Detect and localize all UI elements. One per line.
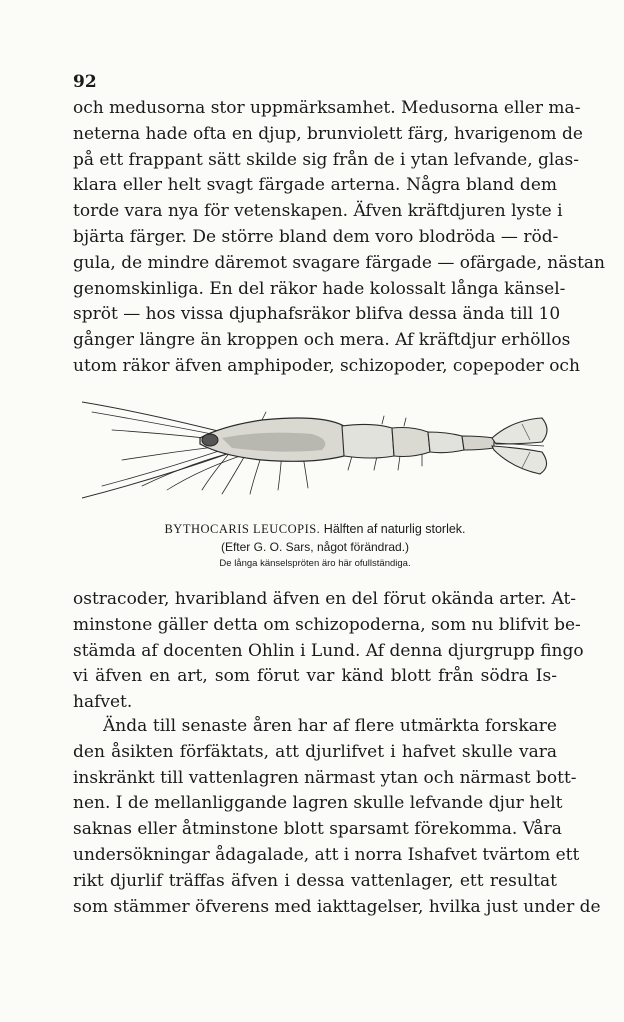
shrimp-illustration [82,390,552,508]
text-line: stämda af docenten Ohlin i Lund. Af denna djurgrupp fingo [73,640,584,661]
paragraph-1 [73,96,606,380]
caption-note: De långa känselspröten äro här ofullständiga. [219,558,411,569]
figure-caption [73,522,557,537]
page-number: 92 [73,72,97,92]
text-line: bjärta färger. De större bland dem voro blodröda — röd- [73,226,559,247]
text-line: saknas eller åtminstone blott sparsamt förekomma. Våra [73,819,562,840]
text-line: som stämmer öfverens med iakttagelser, hvilka just under de [73,896,601,917]
text-line: ostracoder, hvaribland äfven en del förut okända arter. At- [73,589,577,609]
caption-scale: Hälften af naturlig storlek. [323,522,466,536]
text-line: gånger längre än kroppen och mera. Af kräftdjur erhöllos [73,330,571,351]
text-line: nen. I de mellanliggande lagren skulle lefvande djur helt [73,793,563,814]
text-line: och medusorna stor uppmärksamhet. Medusorna eller ma- [73,98,581,118]
text-line: undersökningar ådagalade, att i norra Ishafvet tvärtom ett [73,844,580,865]
text-line: torde vara nya för vetenskapen. Äfven kräftdjuren lyste i [73,201,563,222]
paragraph-3 [73,714,601,920]
paragraph-2 [73,587,584,716]
text-line: Ända till senaste åren har af flere utmärkta forskare [103,716,557,736]
caption-species: BYTHOCARIS LEUCOPIS. [164,522,321,536]
text-line: utom räkor äfven amphipoder, schizopoder, copepoder och [73,355,580,376]
text-line: klara eller helt svagt färgade arterna. Några bland dem [73,175,557,196]
text-line: rikt djurlif träffas äfven i dessa vattenlager, ett resultat [73,870,557,891]
text-line: neterna hade ofta en djup, brunviolett färg, hvarigenom de [73,123,583,144]
text-line: inskränkt till vattenlagren närmast ytan och närmast bott- [73,767,577,788]
caption-source: (Efter G. O. Sars, något förändrad.) [220,540,410,554]
text-line: vi äfven en art, som förut var känd blott från södra Is- [73,666,557,687]
text-line: spröt — hos vissa djuphafsräkor blifva dessa ända till 10 [73,304,561,325]
text-line: på ett frappant sätt skilde sig från de i ytan lefvande, glas- [73,149,579,170]
text-line: minstone gäller detta om schizopoderna, som nu blifvit be- [73,614,581,635]
text-line: hafvet. [73,692,133,713]
text-line: den åsikten förfäktats, att djurlifvet i hafvet skulle vara [73,741,557,762]
text-line: genomskinliga. En del räkor hade kolossalt långa känsel- [73,278,566,299]
text-line: gula, de mindre däremot svagare färgade — ofärgade, nästan [73,252,606,273]
